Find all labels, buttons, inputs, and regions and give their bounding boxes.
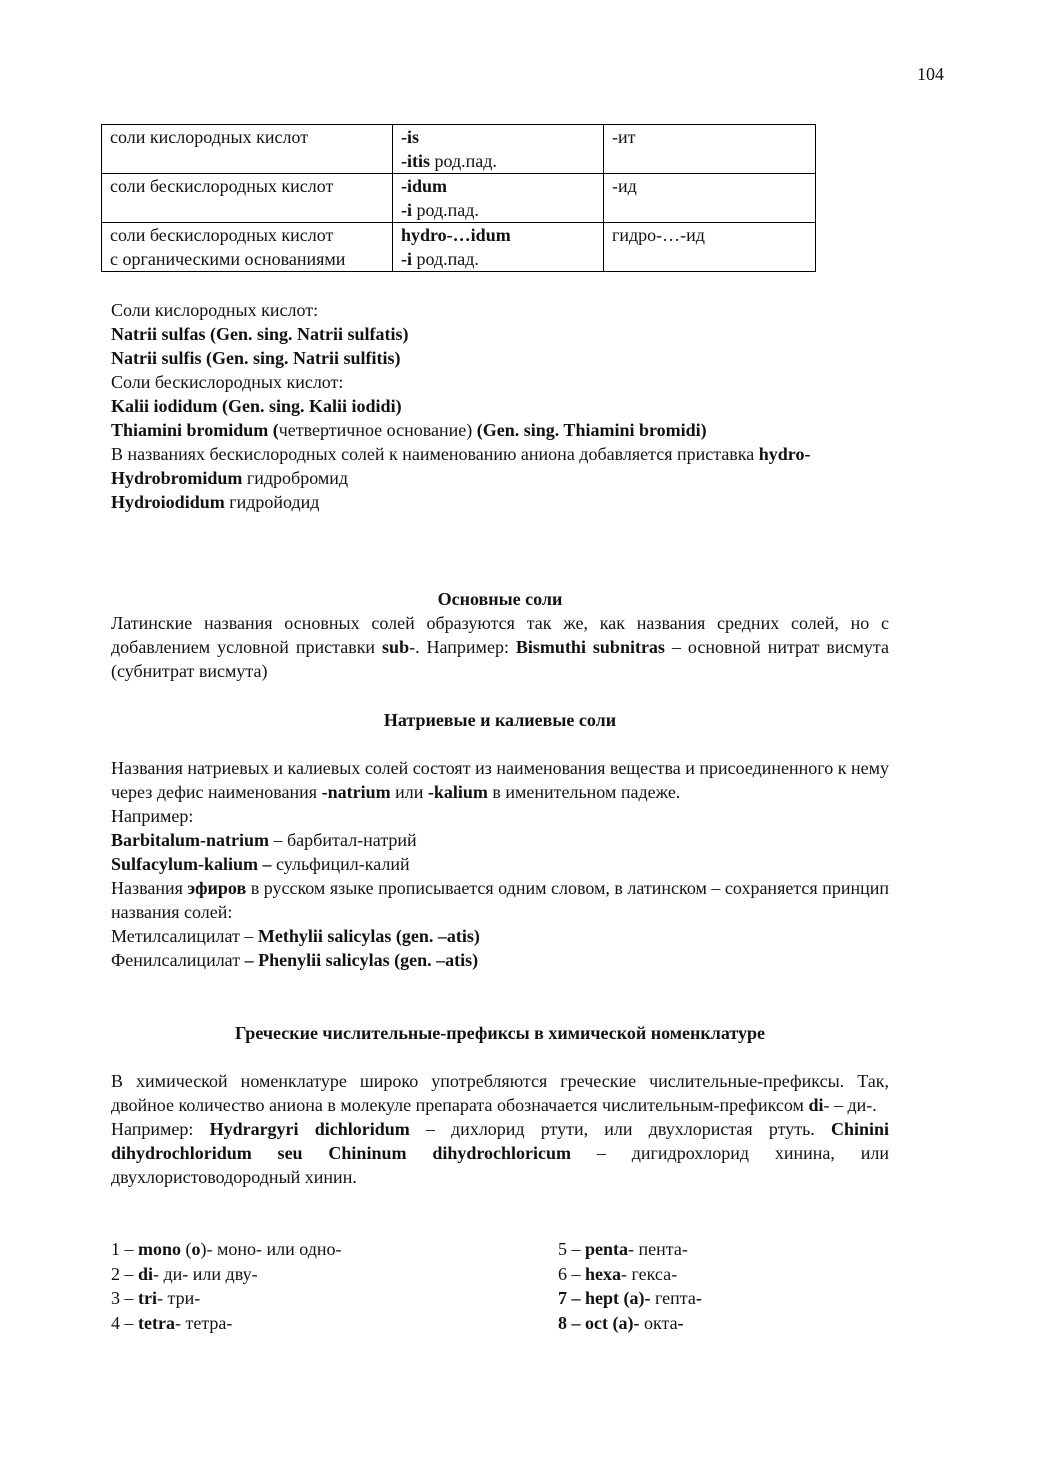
latin-example: – Phenylii salicylas (gen. –atis)	[244, 950, 479, 970]
spacer	[111, 1045, 889, 1069]
paragraph	[111, 1117, 889, 1189]
translation: - ди- или дву-	[153, 1263, 258, 1284]
prefix-term: sub	[382, 637, 410, 657]
example-line	[111, 490, 889, 514]
paragraph-text: Названия натриевых и калиевых солей состоят из наименования вещества и присоединенного к нему через дефис наименования	[111, 758, 889, 802]
suffix-latin-gen: -i	[401, 249, 412, 269]
table-cell	[604, 223, 816, 272]
table-cell	[393, 125, 604, 174]
translation: гидройодид	[224, 492, 320, 512]
translation: гидробромид	[242, 468, 349, 488]
table-cell	[604, 125, 816, 174]
greek-section	[111, 1021, 889, 1189]
number: 4 –	[111, 1312, 138, 1333]
list-item	[111, 1237, 551, 1262]
latin-example: Methylii salicylas (gen. –atis)	[257, 926, 480, 946]
suffix-russian: -ит	[612, 127, 636, 147]
translation: - пента-	[628, 1239, 688, 1259]
translation: гепта	[650, 1288, 696, 1308]
hydro-paragraph	[111, 442, 889, 466]
prefix-term: di	[808, 1095, 824, 1115]
paragraph	[111, 876, 889, 924]
paragraph-text: Латинские названия основных солей образуются так же, как названия средних солей, но с добавлением условной приставки	[111, 613, 889, 657]
paragraph-text: в именительном падеже.	[487, 782, 681, 802]
prefix-term: di	[138, 1263, 154, 1284]
case-note: род.пад.	[430, 151, 497, 171]
section-heading: Основные соли	[437, 589, 563, 609]
spacer	[111, 732, 889, 756]
paragraph-text: Например:	[111, 1119, 210, 1139]
cell-text: с органическими основаниями	[110, 249, 346, 269]
table-cell	[604, 174, 816, 223]
latin-example: Chinini dihydrochloridum seu Chininum dihydrochloricum	[111, 1119, 890, 1163]
translation: – барбитал-натрий	[269, 830, 417, 850]
paragraph-text: В химической номенклатуре широко употребляются греческие числительные-префиксы. Так, двойное количество аниона в молекуле препарата обозначается числительным-префиксом	[111, 1071, 889, 1115]
suffix-table	[101, 124, 816, 272]
paragraph-text: в русском языке прописывается одним словом, в латинском – сохраняется принцип названия солей:	[111, 878, 889, 922]
latin-example: Kalii iodidum (Gen. sing. Kalii iodidi)	[111, 396, 402, 416]
latin-example: Hydrargyri dichloridum	[209, 1119, 410, 1139]
paragraph-text: или	[390, 782, 428, 802]
suffix-latin: -is	[401, 127, 419, 147]
latin-example: Hydrobromidum	[111, 468, 243, 488]
translation: - гекса-	[621, 1263, 678, 1284]
example-label: Например:	[111, 806, 194, 826]
paragraph-text: – основной нитрат висмута (субнитрат висмута)	[111, 637, 889, 681]
example-line	[111, 852, 889, 876]
prefix-term: o	[191, 1239, 201, 1259]
number: 2 –	[111, 1263, 138, 1284]
suffix-latin: -idum	[401, 176, 448, 196]
paragraph-text: - – ди-.	[823, 1095, 877, 1115]
example-line	[111, 948, 889, 972]
suffix-term: -natrium	[321, 782, 391, 802]
table-cell	[102, 125, 393, 174]
prefix-term: hydro-	[758, 444, 811, 464]
list-item	[111, 1311, 551, 1336]
translation: - тетра-	[174, 1312, 233, 1333]
translation: окта	[639, 1312, 678, 1333]
paragraph	[111, 756, 889, 804]
prefix-term: tetra	[138, 1312, 175, 1333]
prefix-term: mono	[138, 1239, 182, 1259]
example-line	[111, 924, 889, 948]
case-note: род.пад.	[412, 200, 479, 220]
paragraph-text: Названия	[111, 878, 188, 898]
latin-example: Thiamini bromidum (	[111, 420, 279, 440]
list-item	[111, 1286, 551, 1311]
table-row	[102, 223, 816, 272]
text: (	[181, 1239, 192, 1259]
prefix-term: tri	[138, 1288, 157, 1308]
suffix-latin: hydro-…idum	[401, 225, 511, 245]
prefix-term: -	[677, 1312, 684, 1333]
paragraph	[111, 1069, 889, 1117]
example-line	[111, 394, 889, 418]
example-line	[111, 346, 889, 370]
paragraph-text: – дигидрохлорид хинина, или двухлористоводородный хинин.	[111, 1143, 890, 1187]
number: 3 –	[111, 1288, 138, 1308]
translation: Фенилсалицилат	[111, 950, 245, 970]
section-heading: Натриевые и калиевые соли	[383, 710, 617, 730]
suffix-russian: -ид	[612, 176, 637, 196]
prefix-column-right	[558, 1237, 888, 1335]
translation: )- моно- или одно-	[200, 1239, 342, 1259]
table-cell	[393, 223, 604, 272]
paragraph-text: – дихлорид ртути, или двухлористая ртуть.	[409, 1119, 831, 1139]
key-term: эфиров	[187, 878, 247, 898]
list-item	[558, 1237, 888, 1262]
number: 1 –	[111, 1239, 138, 1259]
suffix-latin-gen: -i	[401, 200, 412, 220]
latin-example: Hydroiodidum	[111, 492, 225, 512]
latin-example: Barbitalum-natrium	[111, 830, 270, 850]
table-row	[102, 174, 816, 223]
basic-salts-section	[111, 587, 889, 683]
paragraph	[111, 611, 889, 683]
example-line	[111, 322, 889, 346]
suffix-term: -kalium	[427, 782, 488, 802]
example-line	[111, 466, 889, 490]
latin-example: Natrii sulfis (Gen. sing. Natrii sulfitis)	[111, 348, 401, 368]
section-heading: Греческие числительные-префиксы в химической номенклатуре	[234, 1023, 765, 1043]
cell-text: соли бескислородных кислот	[110, 176, 334, 196]
prefix-term: hexa	[585, 1263, 621, 1284]
paragraph-text: -. Например:	[409, 637, 516, 657]
paragraph-text: В названиях бескислородных солей к наименованию аниона добавляется приставка	[111, 444, 759, 464]
list-item	[558, 1311, 888, 1336]
prefix-term: 7 – hept (a)-	[558, 1288, 651, 1308]
list-item	[558, 1262, 888, 1287]
example-line	[111, 418, 889, 442]
cell-text: соли кислородных кислот	[110, 127, 309, 147]
example-line	[111, 828, 889, 852]
table-row	[102, 125, 816, 174]
suffix-russian: гидро-…-ид	[612, 225, 705, 245]
number: 6 –	[558, 1263, 585, 1284]
latin-example: Bismuthi subnitras	[515, 637, 665, 657]
number: 5 –	[558, 1239, 585, 1259]
prefix-term: 8 – oct (a)-	[558, 1312, 640, 1333]
table-cell	[102, 223, 393, 272]
page-number: 104	[917, 64, 944, 84]
case-note: род.пад.	[412, 249, 479, 269]
oxy-heading: Соли кислородных кислот:	[111, 300, 319, 320]
suffix-latin-gen: -itis	[401, 151, 430, 171]
list-item	[558, 1286, 888, 1311]
anoxy-heading: Соли бескислородных кислот:	[111, 372, 344, 392]
translation: - три-	[156, 1288, 201, 1308]
cell-text: соли бескислородных кислот	[110, 225, 334, 245]
table-cell	[393, 174, 604, 223]
translation: Метилсалицилат –	[111, 926, 258, 946]
prefix-term: -	[695, 1288, 702, 1308]
latin-example: Natrii sulfas (Gen. sing. Natrii sulfatis)	[111, 324, 409, 344]
latin-example: Sulfacylum-kalium –	[111, 854, 272, 874]
salts-section	[111, 298, 889, 514]
table-cell	[102, 174, 393, 223]
note: четвертичное основание)	[278, 420, 473, 440]
list-item	[111, 1262, 551, 1287]
prefix-term: penta	[585, 1239, 629, 1259]
translation: сульфицил-калий	[271, 854, 410, 874]
latin-example: (Gen. sing. Thiamini bromidi)	[472, 420, 707, 440]
prefix-column-left	[111, 1237, 551, 1335]
natrium-section	[111, 708, 889, 972]
